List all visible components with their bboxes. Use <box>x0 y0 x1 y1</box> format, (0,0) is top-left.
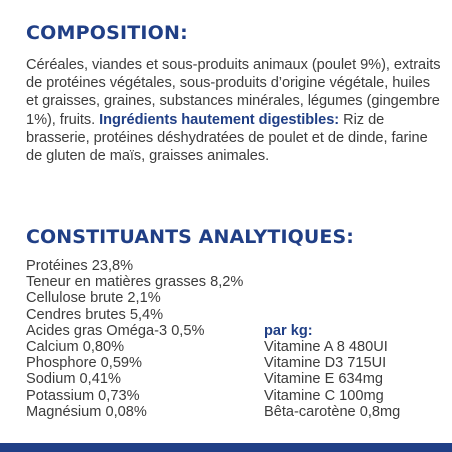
bottom-accent-bar <box>0 443 452 452</box>
constituent-item: Cendres brutes 5,4% <box>26 306 164 323</box>
constituent-item: Acides gras Oméga-3 0,5% <box>26 322 205 339</box>
composition-paragraph <box>26 56 446 165</box>
constituent-item: Sodium 0,41% <box>26 371 121 388</box>
vitamin-item: Vitamine A 8 480UI <box>264 338 388 355</box>
vitamin-item-spacer <box>264 258 400 274</box>
vitamin-item-spacer <box>264 274 400 290</box>
digestible-ingredients-label: Ingrédients hautement digestibles: <box>99 111 340 128</box>
vitamin-item: Vitamine D3 715UI <box>264 355 387 372</box>
constituent-item: Potassium 0,73% <box>26 387 140 404</box>
analytical-constituents-heading: CONSTITUANTS ANALYTIQUES: <box>26 226 354 248</box>
constituent-item: Protéines 23,8% <box>26 258 134 274</box>
composition-heading: COMPOSITION: <box>26 22 188 44</box>
vitamins-list <box>264 258 400 420</box>
constituent-item: Teneur en matières grasses 8,2% <box>26 274 244 291</box>
vitamin-item-spacer <box>264 307 400 323</box>
vitamin-item: Vitamine E 634mg <box>264 371 383 388</box>
vitamin-item: Vitamine C 100mg <box>264 387 384 404</box>
vitamins-per-kg-header: par kg: <box>264 322 313 339</box>
constituent-item: Phosphore 0,59% <box>26 355 143 372</box>
constituents-list <box>26 258 243 420</box>
digestible-ingredients-text: Riz de brasserie, protéines déshydratées de poulet et de dinde, farine de gluten de maïs, graisses animales. <box>26 111 428 165</box>
constituent-item: Magnésium 0,08% <box>26 403 147 420</box>
composition-ingredients: Céréales, viandes et sous-produits animaux (poulet 9%), extraits de protéines végétales, sous-produits d’origine végétale, huiles et graisses, graines, substances minérales, légumes (gingembre 1%), fruits. <box>26 57 441 128</box>
vitamin-item: Bêta-carotène 0,8mg <box>264 403 401 420</box>
constituent-item: Cellulose brute 2,1% <box>26 290 161 307</box>
constituent-item: Calcium 0,80% <box>26 338 125 355</box>
vitamin-item-spacer <box>264 290 400 306</box>
